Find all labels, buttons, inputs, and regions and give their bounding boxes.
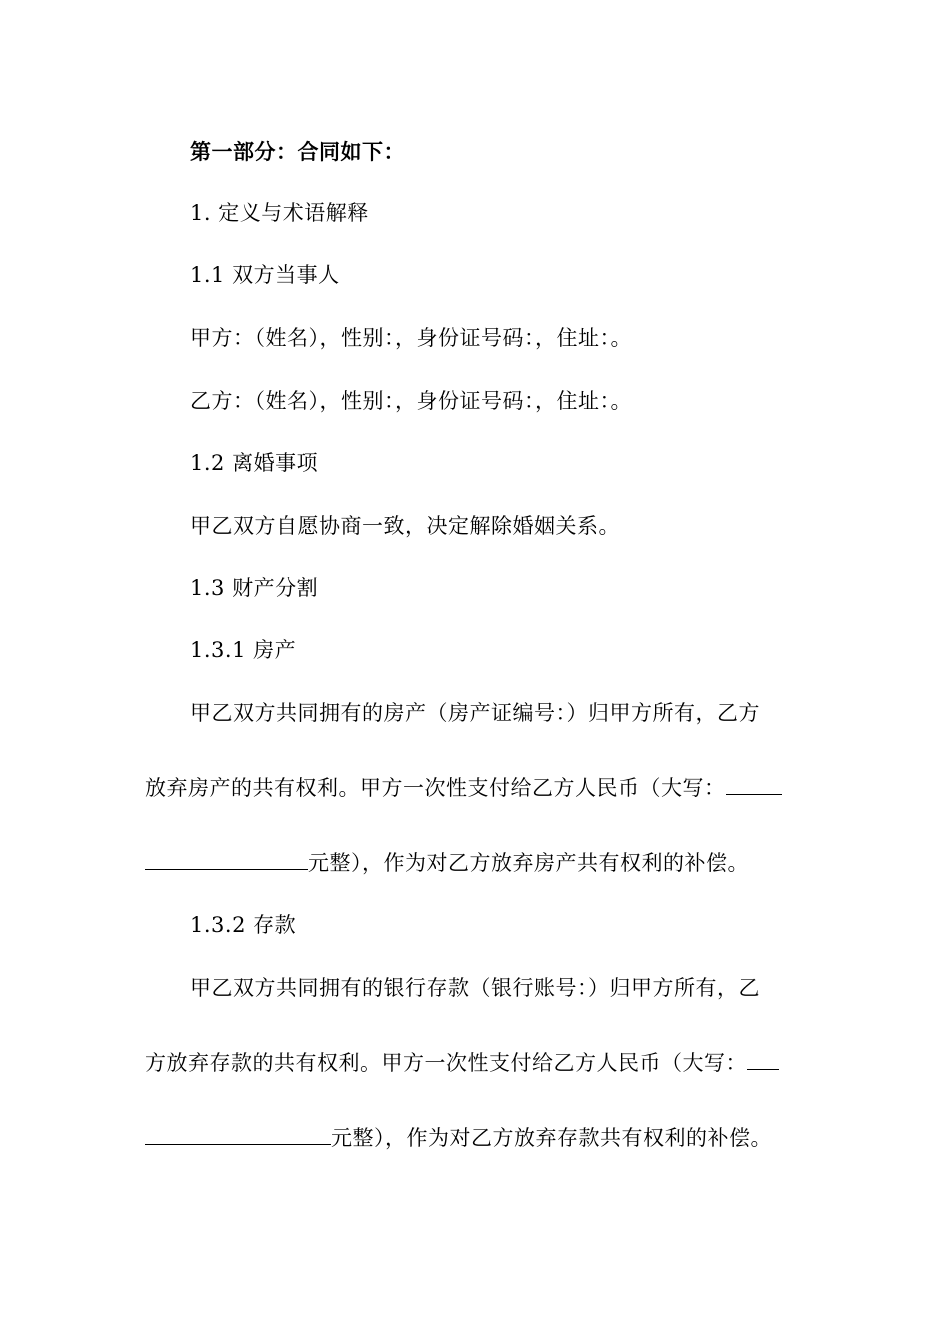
amount-blank: [747, 1049, 779, 1070]
amount-blank: [726, 774, 782, 795]
section-heading-1-3: 1.3 财产分割: [190, 576, 319, 600]
amount-blank: [145, 1124, 331, 1145]
deposit-line-2-text: 方放弃存款的共有权利。甲方一次性支付给乙方人民币（大写：: [145, 1051, 747, 1075]
deposit-line-3-text: 元整），作为对乙方放弃存款共有权利的补偿。: [331, 1126, 772, 1150]
deposit-paragraph-line-2: [145, 1048, 779, 1078]
section-heading-1-3-1: 1.3.1 房产: [190, 638, 297, 662]
divorce-paragraph: 甲乙双方自愿协商一致，决定解除婚姻关系。: [190, 514, 620, 538]
amount-blank: [145, 849, 308, 870]
section-heading-1-2: 1.2 离婚事项: [190, 451, 319, 475]
house-paragraph-line-2: [145, 773, 782, 803]
party-b-line: 乙方：（姓名），性别：，身份证号码：，住址：。: [190, 389, 632, 413]
house-paragraph-line-3: [145, 848, 749, 878]
part-heading: 第一部分：合同如下：: [190, 139, 405, 164]
house-line-2-text: 放弃房产的共有权利。甲方一次性支付给乙方人民币（大写：: [145, 776, 726, 800]
section-heading-1: 1. 定义与术语解释: [190, 201, 369, 225]
deposit-paragraph-line-1: 甲乙双方共同拥有的银行存款（银行账号：）归甲方所有，乙: [190, 976, 760, 1000]
section-heading-1-1: 1.1 双方当事人: [190, 263, 340, 287]
house-line-3-text: 元整），作为对乙方放弃房产共有权利的补偿。: [308, 851, 749, 875]
section-heading-1-3-2: 1.3.2 存款: [190, 913, 297, 937]
house-paragraph-line-1: 甲乙双方共同拥有的房产（房产证编号：）归甲方所有，乙方: [190, 701, 760, 725]
deposit-paragraph-line-3: [145, 1123, 772, 1153]
party-a-line: 甲方：（姓名），性别：，身份证号码：，住址：。: [190, 326, 632, 350]
